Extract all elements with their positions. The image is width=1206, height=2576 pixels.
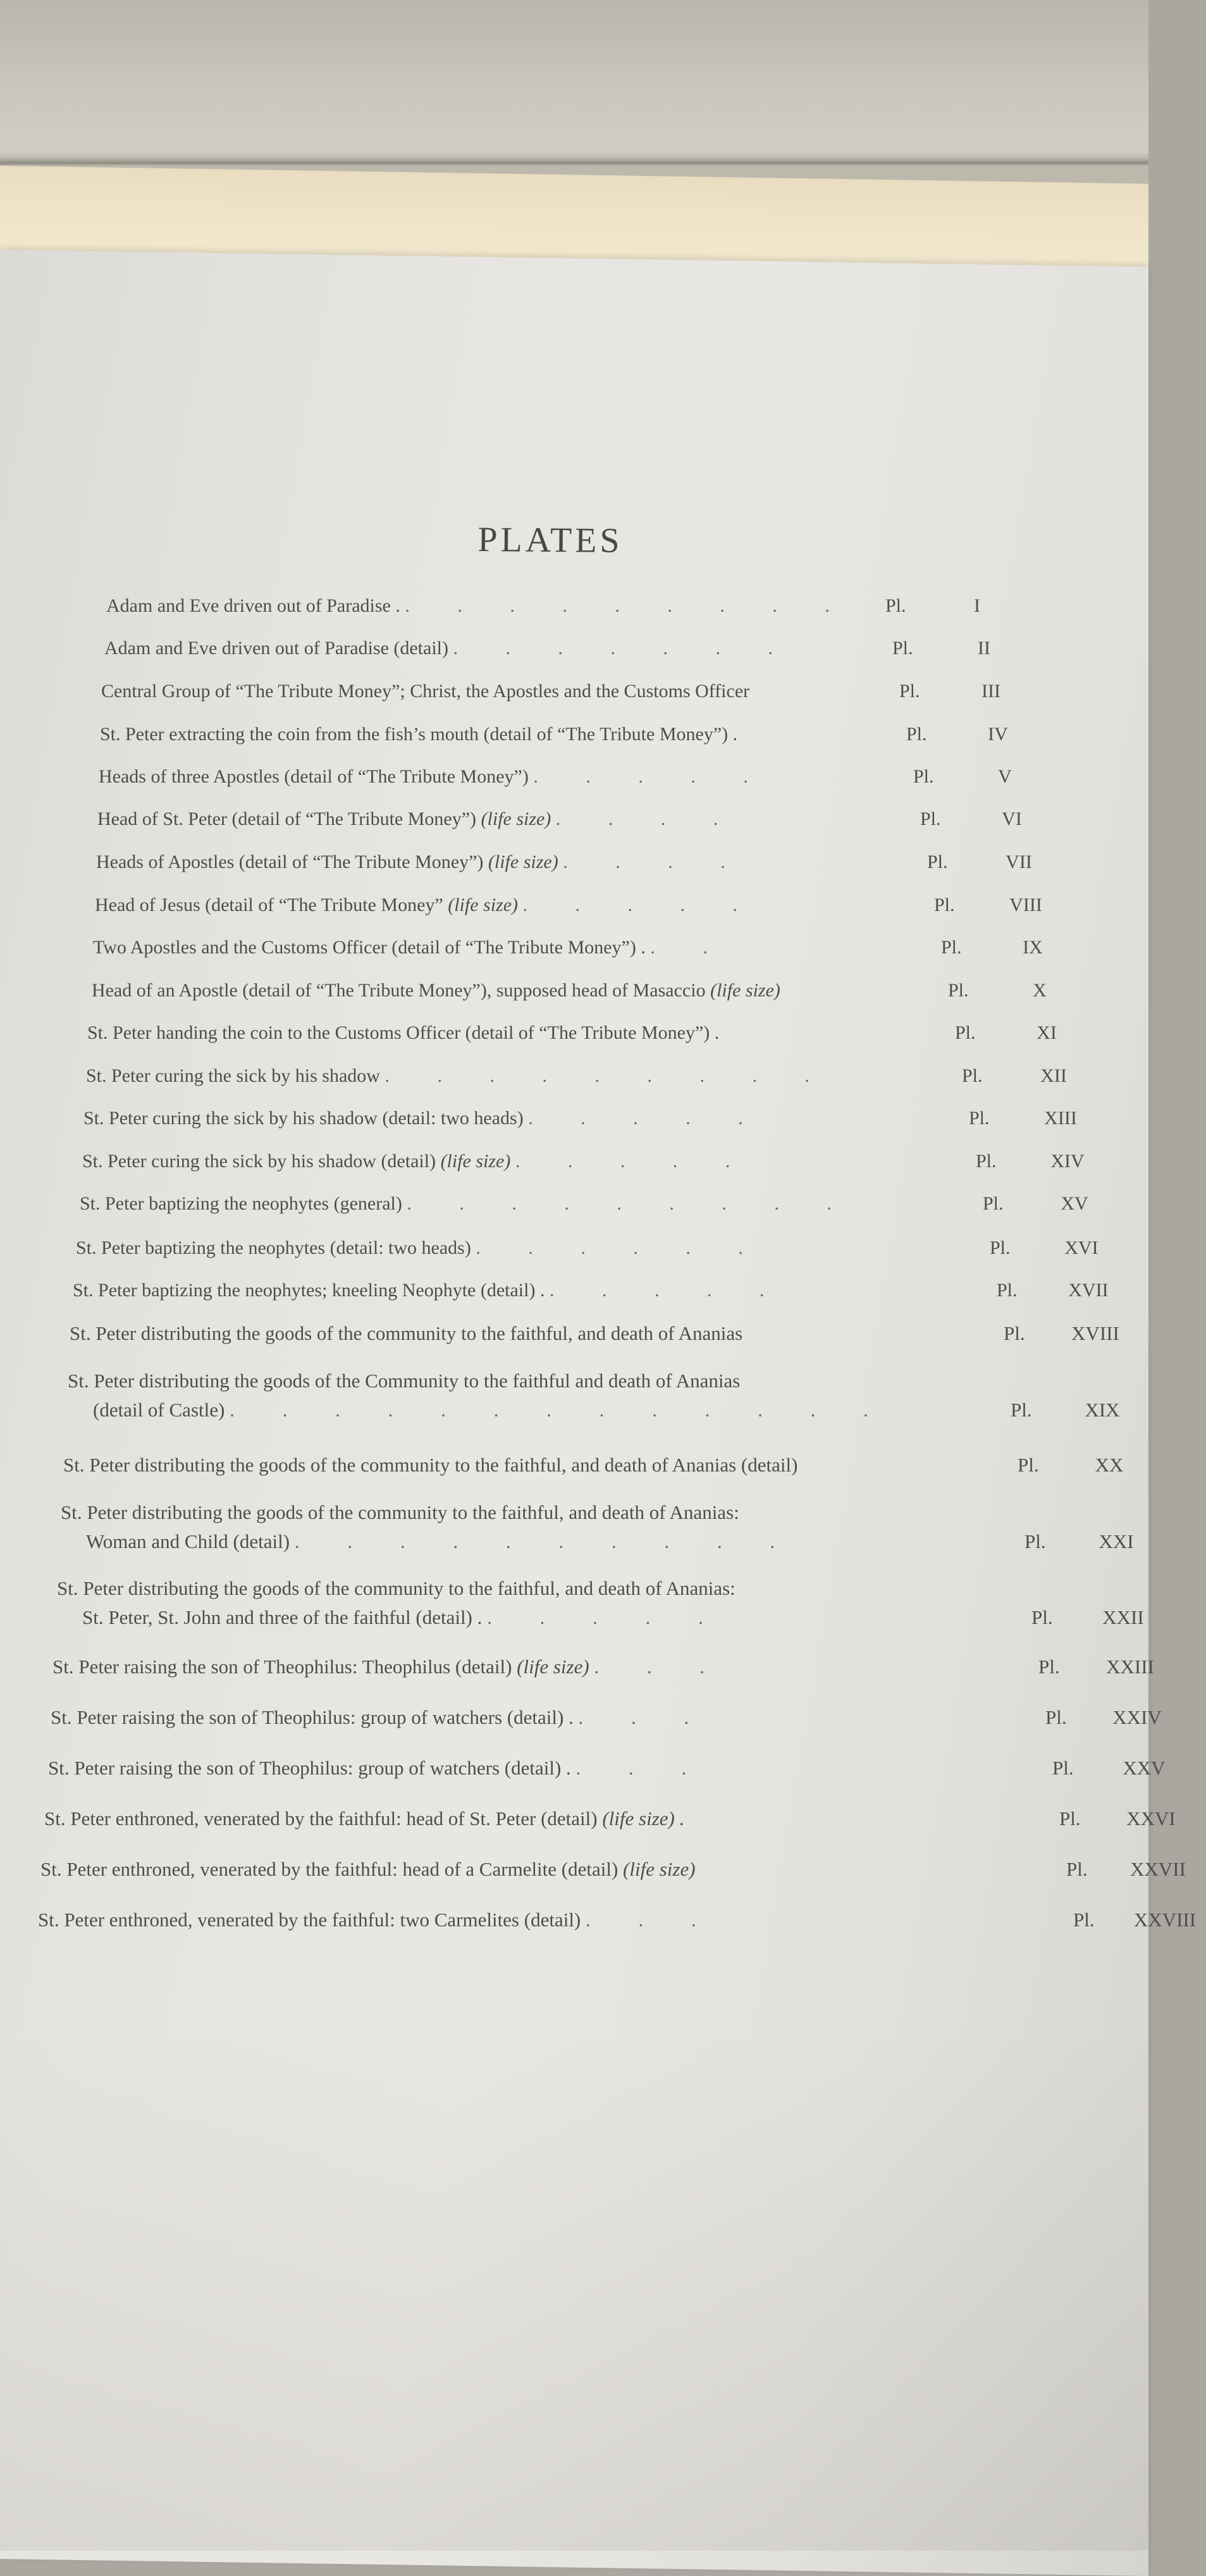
plate-entry xyxy=(96,848,1075,877)
plate-abbrev: Pl. xyxy=(892,638,913,659)
plate-title: Head of St. Peter (detail of “The Tribute Money”) (life size) . . . . xyxy=(97,808,740,829)
plate-abbrev: Pl. xyxy=(948,980,969,1001)
plate-entry xyxy=(57,1574,1144,1632)
leader-dots: . . . xyxy=(594,1656,727,1678)
plate-abbrev: Pl. xyxy=(1018,1454,1039,1476)
plate-abbrev: Pl. xyxy=(927,851,948,872)
plate-abbrev: Pl. xyxy=(1045,1706,1067,1728)
plate-number: VIII xyxy=(1009,895,1042,915)
plate-entry xyxy=(99,762,1075,791)
plate-entry xyxy=(52,1652,1154,1681)
plate-abbrev: Pl. xyxy=(1066,1858,1088,1880)
plate-entry xyxy=(82,1147,1085,1176)
leader-dots: . . . . . xyxy=(487,1606,725,1628)
plate-title: St. Peter raising the son of Theophilus: group of watchers (detail) . . . . xyxy=(48,1757,708,1779)
plate-entry xyxy=(68,1366,1120,1425)
plate-title: Heads of Apostles (detail of “The Tribute Money”) (life size) . . . . xyxy=(96,851,747,872)
plate-abbrev: Pl. xyxy=(962,1065,983,1086)
leader-dots: . . . . . . . . . . . . . xyxy=(230,1399,890,1421)
plate-abbrev: Pl. xyxy=(1038,1656,1060,1678)
plate-number: IX xyxy=(1023,937,1043,958)
plate-title: Two Apostles and the Customs Officer (detail of “The Tribute Money”) . . . xyxy=(93,937,729,958)
plate-entry xyxy=(80,1189,1088,1218)
plate-title: Head of an Apostle (detail of “The Tribute Money”), supposed head of Masaccio (life size) xyxy=(92,980,780,1001)
leader-dots: . . . xyxy=(575,1757,708,1779)
plate-entry xyxy=(61,1498,1134,1556)
plate-title: Central Group of “The Tribute Money”; Christ, the Apostles and the Customs Officer xyxy=(101,681,750,702)
plate-entry xyxy=(92,976,1075,1005)
plate-abbrev: Pl. xyxy=(976,1151,997,1172)
plate-size-note: (life size) xyxy=(440,1151,511,1172)
plate-title: St. Peter distributing the goods of the Community to the faithful and death of Ananias xyxy=(68,1370,741,1392)
leader-dots: . . . . . . . . . xyxy=(407,1193,853,1214)
plate-abbrev: Pl. xyxy=(955,1022,976,1043)
leader-dots: . . . . . . . . . xyxy=(385,1065,831,1086)
plate-number: VII xyxy=(1006,851,1032,872)
plate-size-note: (life size) xyxy=(481,808,551,829)
plate-title: St. Peter distributing the goods of the community to the faithful, and death of Ananias xyxy=(70,1322,743,1344)
plate-number: XIV xyxy=(1050,1151,1085,1172)
plate-title: St. Peter baptizing the neophytes; kneeling Neophyte (detail) . . . . . . xyxy=(73,1280,786,1301)
plate-size-note: (life size) xyxy=(488,851,558,872)
plate-number: XXI xyxy=(1098,1530,1134,1552)
leader-dots: . . . . . xyxy=(549,1280,786,1301)
plate-abbrev: Pl. xyxy=(1059,1807,1081,1830)
plate-abbrev: Pl. xyxy=(990,1237,1011,1258)
plate-title: St. Peter curing the sick by his shadow . . . . . . . . . xyxy=(86,1065,831,1086)
plate-abbrev: Pl. xyxy=(899,681,920,702)
plate-number: XXVI xyxy=(1126,1807,1176,1830)
plate-title-continued: (detail of Castle) . . . . . . . . . . . . . xyxy=(93,1399,890,1421)
leader-dots: . . . . xyxy=(563,851,747,872)
plate-title: Adam and Eve driven out of Paradise (detail) . . . . . . . xyxy=(104,638,794,659)
plate-size-note: (life size) xyxy=(517,1656,589,1678)
page-title: PLATES xyxy=(477,520,623,560)
leader-dots: . . . . . . . . . . xyxy=(294,1530,797,1552)
plate-number: IV xyxy=(988,724,1008,745)
plate-abbrev: Pl. xyxy=(1004,1322,1025,1344)
plate-number: XIX xyxy=(1085,1399,1120,1421)
plate-entry xyxy=(76,1234,1098,1263)
plate-abbrev: Pl. xyxy=(906,724,927,745)
plate-number: III xyxy=(981,681,1000,702)
leader-dots: . . . . . . . xyxy=(453,638,794,659)
plate-title: St. Peter baptizing the neophytes (general) . . . . . . . . . xyxy=(80,1193,853,1214)
plate-abbrev: Pl. xyxy=(997,1280,1018,1301)
plate-size-note: (life size) xyxy=(623,1858,696,1880)
plate-abbrev: Pl. xyxy=(913,766,934,787)
plate-title: St. Peter extracting the coin from the fish’s mouth (detail of “The Tribute Money”) . xyxy=(100,724,738,745)
plate-number: V xyxy=(998,766,1012,787)
plate-title: St. Peter raising the son of Theophilus: group of watchers (detail) . . . . xyxy=(51,1706,711,1728)
plate-entry xyxy=(38,1905,1197,1935)
plate-entry xyxy=(106,591,1075,621)
plate-abbrev: Pl. xyxy=(941,937,962,958)
plate-number: XX xyxy=(1095,1454,1124,1476)
plate-title-continued: Woman and Child (detail) . . . . . . . . . . xyxy=(86,1530,797,1552)
plate-title: Adam and Eve driven out of Paradise . . . . . . . . . . xyxy=(106,595,851,616)
plate-title-continued: St. Peter, St. John and three of the faithful (detail) . . . . . . xyxy=(82,1606,725,1628)
plate-number: XII xyxy=(1040,1065,1067,1086)
plate-entry xyxy=(70,1319,1119,1348)
plate-abbrev: Pl. xyxy=(969,1108,990,1129)
plate-abbrev: Pl. xyxy=(1073,1909,1095,1931)
plate-number: XVI xyxy=(1064,1237,1098,1258)
plate-title: St. Peter curing the sick by his shadow (detail) (life size) . . . . . xyxy=(82,1151,752,1172)
plate-size-note: (life size) . xyxy=(602,1807,685,1830)
plate-number: XXVIII xyxy=(1133,1909,1197,1931)
plate-entry xyxy=(48,1754,1166,1783)
leader-dots: . . . . . . . . . xyxy=(405,595,851,616)
plate-entry xyxy=(86,1062,1075,1091)
plate-size-note: (life size) xyxy=(710,980,780,1001)
plate-number: XXII xyxy=(1102,1606,1144,1628)
plate-title: St. Peter enthroned, venerated by the faithful: head of St. Peter (detail) (life size) . xyxy=(44,1807,685,1830)
plate-abbrev: Pl. xyxy=(1024,1530,1046,1552)
plate-abbrev: Pl. xyxy=(920,808,941,829)
plate-number: XV xyxy=(1061,1193,1088,1214)
plate-abbrev: Pl. xyxy=(983,1193,1004,1214)
plate-entry xyxy=(73,1276,1109,1305)
plate-title: St. Peter handing the coin to the Customs Officer (detail of “The Tribute Money”) . xyxy=(87,1022,720,1043)
plate-entry xyxy=(40,1855,1186,1884)
leader-dots: . . . . . xyxy=(522,895,760,915)
plate-entry xyxy=(51,1703,1162,1732)
plate-number: XIII xyxy=(1044,1108,1077,1129)
plate-title: St. Peter distributing the goods of the community to the faithful, and death of Ananias (detail) xyxy=(63,1454,798,1476)
plate-title: St. Peter raising the son of Theophilus: Theophilus (detail) (life size) . . . xyxy=(52,1656,727,1678)
plate-title: St. Peter baptizing the neophytes (detail: two heads) . . . . . . xyxy=(76,1237,765,1258)
plate-title: Heads of three Apostles (detail of “The Tribute Money”) . . . . . xyxy=(99,766,770,787)
plate-title: St. Peter enthroned, venerated by the faithful: two Carmelites (detail) . . . xyxy=(38,1909,718,1931)
plate-entry xyxy=(93,933,1075,962)
plate-title: St. Peter distributing the goods of the community to the faithful, and death of Ananias: xyxy=(61,1501,739,1523)
plate-entry xyxy=(87,1019,1075,1048)
plate-number: XXIII xyxy=(1106,1656,1154,1678)
plate-entry xyxy=(97,805,1075,834)
plate-entry xyxy=(100,720,1075,749)
leader-dots: . . . . xyxy=(555,808,740,829)
plate-entry xyxy=(63,1451,1124,1480)
leader-dots: . . xyxy=(650,937,729,958)
plate-number: VI xyxy=(1002,808,1022,829)
plate-number: I xyxy=(974,595,980,616)
plate-entry xyxy=(44,1804,1176,1833)
plate-title: St. Peter curing the sick by his shadow (detail: two heads) . . . . . xyxy=(83,1108,765,1129)
plate-number: XXVII xyxy=(1130,1858,1186,1880)
plate-title: St. Peter distributing the goods of the community to the faithful, and death of Ananias: xyxy=(57,1577,735,1599)
plate-number: II xyxy=(978,638,990,659)
plate-entry xyxy=(101,677,1075,706)
plate-entry xyxy=(95,891,1075,920)
plate-number: XVIII xyxy=(1071,1322,1119,1344)
plate-abbrev: Pl. xyxy=(1031,1606,1053,1628)
leader-dots: . . . . . xyxy=(528,1108,765,1129)
plate-abbrev: Pl. xyxy=(1052,1757,1074,1779)
leader-dots: . . . xyxy=(578,1706,711,1728)
plate-abbrev: Pl. xyxy=(1011,1399,1032,1421)
leader-dots: . . . . . . xyxy=(476,1237,765,1258)
plate-number: X xyxy=(1033,980,1047,1001)
plate-size-note: (life size) xyxy=(448,895,519,915)
plate-abbrev: Pl. xyxy=(934,895,955,915)
plate-number: XVII xyxy=(1068,1280,1109,1301)
plate-entry xyxy=(104,634,1075,663)
plate-title: Head of Jesus (detail of “The Tribute Money” (life size) . . . . . xyxy=(95,895,760,915)
leader-dots: . . . . . xyxy=(533,766,770,787)
leader-dots: . . . xyxy=(586,1909,718,1931)
plate-title: St. Peter enthroned, venerated by the faithful: head of a Carmelite (detail) (life size) xyxy=(40,1858,696,1880)
plate-number: XXIV xyxy=(1112,1706,1162,1728)
plate-abbrev: Pl. xyxy=(885,595,906,616)
plate-number: XI xyxy=(1037,1022,1057,1043)
plate-entry xyxy=(83,1104,1075,1133)
plate-number: XXV xyxy=(1123,1757,1166,1779)
leader-dots: . . . . . xyxy=(515,1151,752,1172)
